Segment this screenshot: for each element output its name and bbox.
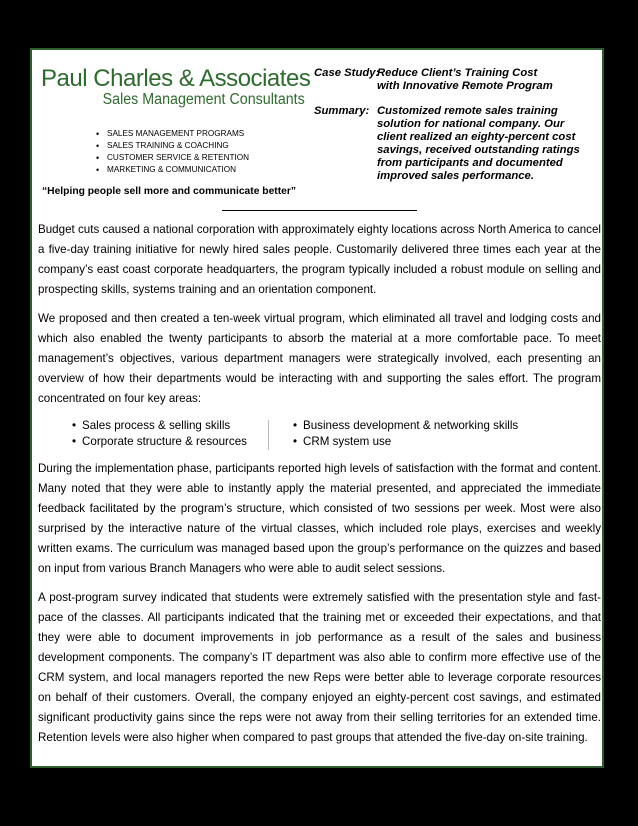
focus-item: • Sales process & selling skills	[72, 418, 258, 434]
focus-item: • Corporate structure & resources	[72, 434, 258, 450]
divider-line	[222, 210, 417, 211]
paragraph-results: A post-program survey indicated that students were extremely satisfied with the presentation style and fast-pace of the classes. All participants indicated that the training met or exceeded their expectations, and that they were able to document improvements in job performance as a result of the sales and business development components. The company’s IT department was also able to confirm more effective use of the CRM system, and local managers reported the new Reps were better able to leverage corporate resources on behalf of their customers. Overall, the company enjoyed an eighty-percent cost savings, and estimated significant productivity gains since the reps were not away from their selling territories for an extended time. Retention levels were also higher when compared to past groups that attended the five-day on-site training.	[38, 591, 601, 744]
summary-label: Summary:	[314, 105, 370, 117]
focus-areas	[38, 418, 601, 450]
service-item: • MARKETING & COMMUNICATION	[96, 164, 249, 176]
summary-line: solution for national company. Our	[377, 118, 565, 130]
paragraph-implementation: During the implementation phase, participants reported high levels of satisfaction with the format and content. Many noted that they were able to instantly apply the material presented, and appreciated the immediate feedback facilitated by the program’s structure, which consisted of two sessions per week. Most were also surprised by the interactive nature of the virtual classes, which included role plays, exercises and weekly written exams. The curriculum was managed based upon the group’s performance on the quizzes and based on input from various Branch Managers who were able to audit select sessions.	[38, 462, 601, 575]
paragraph-background: Budget cuts caused a national corporation with approximately eighty locations across North America to cancel a five-day training initiative for newly hired sales people. Customarily delivered three times each year at the company’s east coast corporate headquarters, the program typically included a robust module on selling and prospecting skills, systems training and an orientation component.	[38, 223, 601, 296]
case-study-label: Case Study:	[314, 67, 380, 79]
case-study-title	[377, 67, 553, 93]
logo-company-name: Paul Charles & Associates	[41, 65, 311, 92]
body-text	[38, 220, 601, 757]
column-divider	[268, 420, 269, 450]
company-logo	[41, 65, 311, 108]
case-study-row	[314, 67, 604, 93]
case-study-block	[314, 67, 604, 183]
service-item: • SALES TRAINING & COACHING	[96, 140, 249, 152]
focus-list-left	[72, 418, 258, 450]
summary-row	[314, 105, 604, 183]
focus-item: • CRM system use	[293, 434, 518, 450]
summary-line: from participants and documented	[377, 157, 563, 169]
focus-item: • Business development & networking skills	[293, 418, 518, 434]
summary-line: Customized remote sales training	[377, 105, 558, 117]
focus-list-right	[293, 418, 518, 450]
case-study-line: with Innovative Remote Program	[377, 80, 553, 92]
tagline: “Helping people sell more and communicate better”	[42, 186, 297, 197]
summary-line: improved sales performance.	[377, 170, 534, 182]
summary-line: client realized an eighty-percent cost	[377, 131, 576, 143]
summary-line: savings, received outstanding ratings	[377, 144, 580, 156]
services-list	[96, 128, 249, 176]
case-study-line: Reduce Client’s Training Cost	[377, 67, 538, 79]
service-item: • SALES MANAGEMENT PROGRAMS	[96, 128, 249, 140]
service-item: • CUSTOMER SERVICE & RETENTION	[96, 152, 249, 164]
summary-text	[377, 105, 580, 183]
logo-subtitle: Sales Management Consultants	[102, 91, 305, 108]
document-page	[30, 48, 604, 768]
paragraph-proposal: We proposed and then created a ten-week virtual program, which eliminated all travel and lodging costs and which also enabled the twenty participants to absorb the material at a more comfortable pace. To meet management’s objectives, various department managers were strategically involved, each presenting an overview of how their departments would be interacting with and supporting the sales effort. The program concentrated on four key areas:	[38, 312, 601, 405]
